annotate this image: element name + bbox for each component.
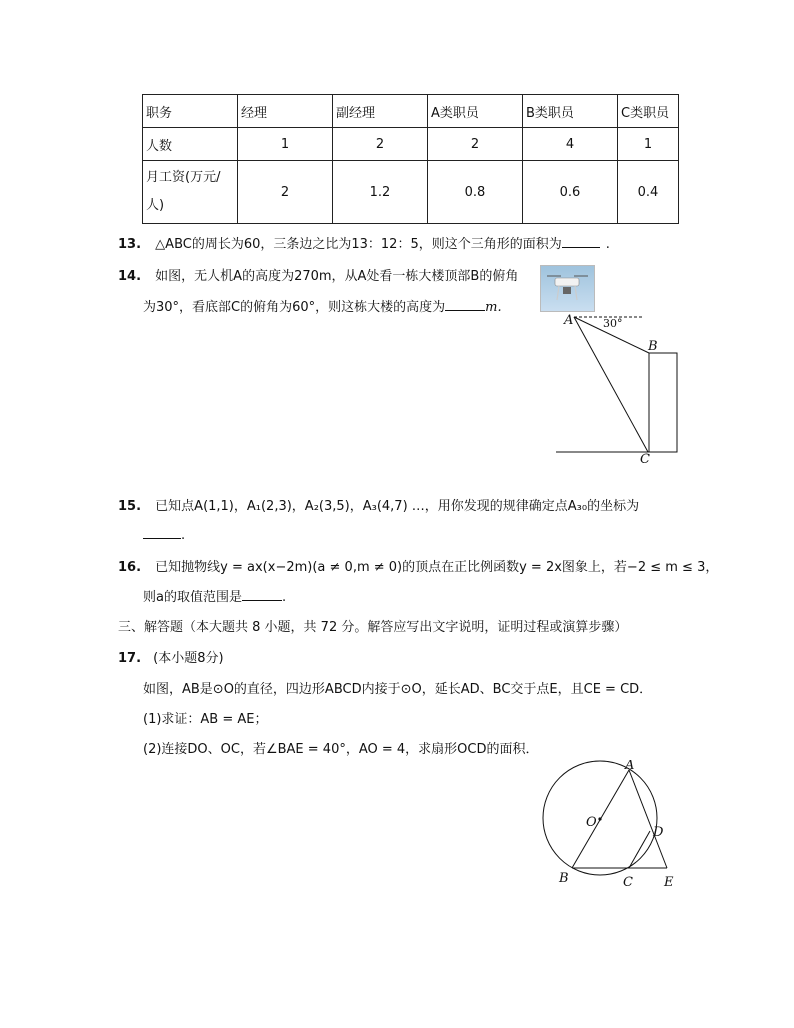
table-cell: 职务 <box>143 95 238 128</box>
line-of-sight-ac <box>574 317 648 452</box>
drone-icon <box>541 266 594 311</box>
label-a: A <box>564 313 574 328</box>
question-text: 则a的取值范围是 <box>143 590 242 605</box>
question-number: 17. <box>118 651 142 666</box>
answer-blank[interactable] <box>562 235 600 248</box>
table-cell: 副经理 <box>333 95 428 128</box>
table-cell: A类职员 <box>428 95 523 128</box>
question-13 <box>118 233 610 252</box>
question-17 <box>118 647 224 666</box>
question-punct: . <box>605 237 610 252</box>
center-point <box>598 817 601 820</box>
table-cell: 0.8 <box>428 161 523 224</box>
question-text: 已知抛物线y = ax(x−2m)(a ≠ 0,m ≠ 0)的顶点在正比例函数y = 2x图象上，若−2 ≤ m ≤ 3， <box>155 560 719 575</box>
table-cell: 1.2 <box>333 161 428 224</box>
label-c: C <box>640 452 650 467</box>
table-cell: C类职员 <box>618 95 679 128</box>
q17-figure <box>535 760 685 895</box>
question-14-line2 <box>143 296 502 315</box>
question-text: 如图，无人机A的高度为270m，从A处看一栋大楼顶部B的俯角 <box>155 269 519 284</box>
question-punct: . <box>281 590 287 605</box>
table-row <box>143 95 679 128</box>
building <box>649 353 677 452</box>
question-unit: m. <box>485 300 502 315</box>
table-cell: 2 <box>238 161 333 224</box>
table-cell: 4 <box>523 128 618 161</box>
question-17-part1: (1)求证：AB = AE； <box>143 712 268 727</box>
segment-cd <box>629 831 650 868</box>
section-heading: 三、解答题（本大题共 8 小题，共 72 分。解答应写出文字说明，证明过程或演算步骤） <box>118 620 628 635</box>
question-17-stem: 如图，AB是⊙O的直径，四边形ABCD内接于⊙O，延长AD、BC交于点E，且CE = CD． <box>143 682 653 697</box>
table-cell: B类职员 <box>523 95 618 128</box>
question-number: 16. <box>118 560 142 575</box>
q14-figure <box>552 310 682 468</box>
answer-blank[interactable] <box>143 526 181 539</box>
question-text: 为30°，看底部C的俯角为60°，则这栋大楼的高度为 <box>143 300 446 315</box>
question-head: (本小题8分) <box>153 651 224 666</box>
segment-ae <box>629 770 667 868</box>
question-punct: . <box>181 528 186 543</box>
table-cell: 经理 <box>238 95 333 128</box>
question-number: 13. <box>118 237 142 252</box>
question-16 <box>118 556 718 575</box>
question-text: 已知点A(1,1)，A₁(2,3)，A₂(3,5)，A₃(4,7) …，用你发现的规律确定点A₃₀的坐标为 <box>155 499 640 514</box>
label-b: B <box>559 871 569 886</box>
question-14 <box>118 265 518 284</box>
question-number: 14. <box>118 269 142 284</box>
salary-table <box>142 94 679 224</box>
angle-label: 30° <box>603 317 623 330</box>
question-number: 15. <box>118 499 142 514</box>
label-c: C <box>623 875 633 890</box>
answer-blank[interactable] <box>445 298 485 311</box>
table-cell: 2 <box>333 128 428 161</box>
table-cell: 1 <box>238 128 333 161</box>
table-cell: 月工资(万元/人) <box>143 161 238 224</box>
label-e: E <box>664 875 674 890</box>
table-cell: 1 <box>618 128 679 161</box>
table-row <box>143 161 679 224</box>
question-16-line2 <box>143 586 286 605</box>
table-cell: 2 <box>428 128 523 161</box>
drone-image <box>540 265 595 312</box>
question-15 <box>118 495 639 514</box>
table-cell: 0.6 <box>523 161 618 224</box>
table-row <box>143 128 679 161</box>
label-b: B <box>648 339 658 354</box>
label-a: A <box>625 760 635 773</box>
question-15-line2 <box>143 526 185 543</box>
label-d: D <box>653 825 664 840</box>
table-cell: 人数 <box>143 128 238 161</box>
question-text: △ABC的周长为60，三条边之比为13：12：5，则这个三角形的面积为 <box>155 237 562 252</box>
answer-blank[interactable] <box>242 588 282 601</box>
label-o: O <box>586 815 597 830</box>
question-17-part2: (2)连接DO、OC，若∠BAE = 40°，AO = 4，求扇形OCD的面积． <box>143 742 539 757</box>
table-cell: 0.4 <box>618 161 679 224</box>
